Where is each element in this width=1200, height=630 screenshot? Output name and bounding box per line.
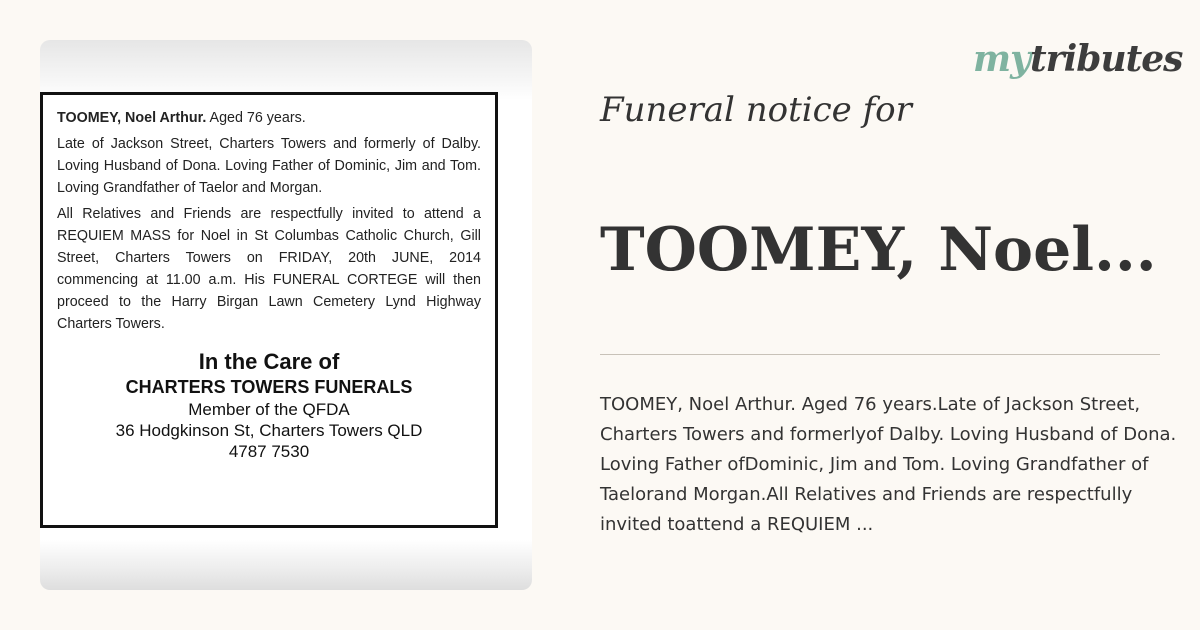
care-line-1: In the Care of <box>198 349 340 374</box>
care-line-5: 4787 7530 <box>228 442 310 461</box>
notice-image-card <box>40 40 532 590</box>
mytributes-logo[interactable] <box>973 38 1182 80</box>
funeral-director-block <box>57 349 481 462</box>
care-line-2: CHARTERS TOWERS FUNERALS <box>125 377 413 397</box>
funeral-notice-clipping <box>40 92 498 528</box>
deceased-name: TOOMEY, Noel... <box>600 215 1157 285</box>
care-line-4: 36 Hodgkinson St, Charters Towers QLD <box>115 421 423 440</box>
notice-paragraph-2: All Relatives and Friends are respectfully invited to attend a REQUIEM MASS for Noel in St Columbas Catholic Church, Gill Street, Charters Towers on FRIDAY, 20th JUNE, 2014 commencing at 11.00 a.m. His FUNERAL CORTEGE will then proceed to the Harry Birgan Lawn Cemetery Lynd Highway Charters Towers. <box>57 206 481 332</box>
notice-name: TOOMEY, Noel Arthur. <box>57 110 207 126</box>
logo-my: my <box>973 38 1031 80</box>
page-heading: Funeral notice for <box>600 90 912 130</box>
divider <box>600 354 1160 355</box>
notice-header <box>57 107 481 129</box>
notice-paragraph-1: Late of Jackson Street, Charters Towers and formerly of Dalby. Loving Husband of Dona. Loving Father of Dominic, Jim and Tom. Loving Grandfather of Taelor and Morgan. <box>57 136 481 196</box>
care-line-3: Member of the QFDA <box>188 400 350 419</box>
notice-summary: TOOMEY, Noel Arthur. Aged 76 years.Late of Jackson Street, Charters Towers and formerlyof Dalby. Loving Husband of Dona. Loving Father ofDominic, Jim and Tom. Loving Grandfather of Taelorand Morgan.All Relatives and Friends are respectfully invited toattend a REQUIEM ... <box>600 394 1177 535</box>
notice-age: Aged 76 years. <box>206 110 306 126</box>
logo-tributes: tributes <box>1030 38 1183 80</box>
